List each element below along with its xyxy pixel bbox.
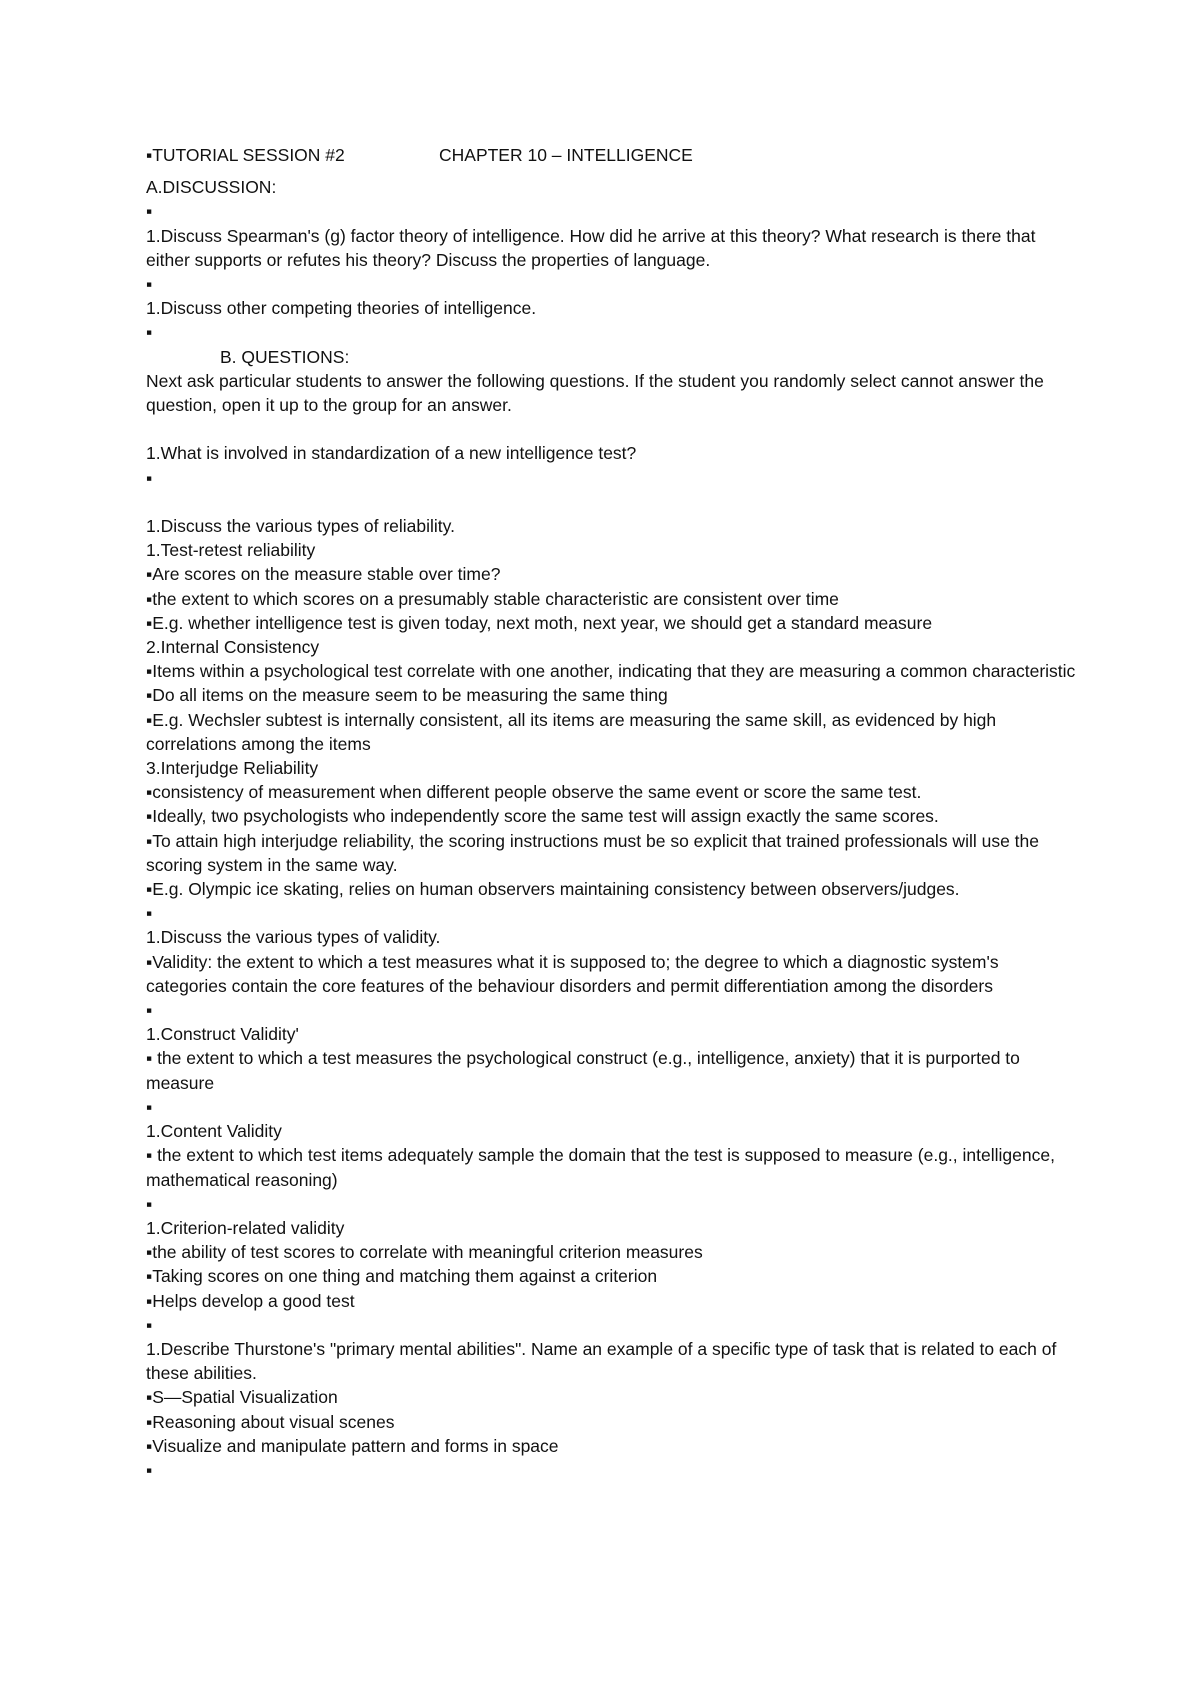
- bullet-marker: ▪: [146, 467, 153, 488]
- list-item: ▪E.g. whether intelligence test is given today, next moth, next year, we should get a standard measure: [146, 612, 933, 633]
- spacer: [146, 417, 1076, 441]
- list-item: ▪Reasoning about visual scenes: [146, 1411, 395, 1432]
- list-item: ▪the ability of test scores to correlate with meaningful criterion measures: [146, 1242, 703, 1263]
- bullet-marker: ▪: [146, 903, 153, 924]
- document-header: [146, 143, 1076, 167]
- list-item: ▪Visualize and manipulate pattern and forms in space: [146, 1435, 559, 1456]
- list-item: ▪Are scores on the measure stable over time?: [146, 564, 501, 585]
- spacer: [146, 167, 1076, 175]
- list-item: ▪Items within a psychological test correlate with one another, indicating that they are measuring a common characteristic: [146, 661, 1076, 682]
- discussion-question-theories: 1.Discuss other competing theories of intelligence.: [146, 298, 537, 319]
- reliability-heading: 1.Discuss the various types of reliability.: [146, 516, 455, 537]
- spacer: [146, 490, 1076, 514]
- list-item: ▪Helps develop a good test: [146, 1290, 355, 1311]
- question-standardization: 1.What is involved in standardization of a new intelligence test?: [146, 443, 637, 464]
- bullet-marker: ▪: [146, 322, 153, 343]
- bullet-marker: ▪: [146, 1459, 153, 1480]
- chapter-title: CHAPTER 10 – INTELLIGENCE: [439, 145, 693, 165]
- test-retest-title: 1.Test-retest reliability: [146, 540, 316, 561]
- bullet-marker: ▪: [146, 1000, 153, 1021]
- bullet-marker: ▪: [146, 1193, 153, 1214]
- bullet-marker: ▪: [146, 1096, 153, 1117]
- list-item: ▪E.g. Wechsler subtest is internally consistent, all its items are measuring the same skill, as evidenced by high correlations among the items: [146, 709, 1002, 754]
- section-b-heading: B. QUESTIONS:: [220, 346, 350, 367]
- list-item: ▪E.g. Olympic ice skating, relies on human observers maintaining consistency between observers/judges.: [146, 879, 960, 900]
- list-item: ▪the extent to which scores on a presumably stable characteristic are consistent over time: [146, 588, 839, 609]
- bullet-marker: ▪: [146, 274, 153, 295]
- section-b-intro: Next ask particular students to answer the following questions. If the student you randomly select cannot answer the question, open it up to the group for an answer.: [146, 370, 1049, 416]
- list-item: ▪S—Spatial Visualization: [146, 1387, 338, 1408]
- content-validity-title: 1.Content Validity: [146, 1121, 282, 1142]
- construct-validity-title: 1.Construct Validity': [146, 1024, 299, 1045]
- list-item: ▪Do all items on the measure seem to be measuring the same thing: [146, 685, 668, 706]
- interjudge-title: 3.Interjudge Reliability: [146, 758, 319, 779]
- bullet-marker: ▪: [146, 1314, 153, 1335]
- list-item: ▪Taking scores on one thing and matching them against a criterion: [146, 1266, 658, 1287]
- discussion-question-spearman: 1.Discuss Spearman's (g) factor theory of intelligence. How did he arrive at this theory? What research is there that either supports or refutes his theory? Discuss the properties of language.: [146, 225, 1041, 270]
- criterion-validity-title: 1.Criterion-related validity: [146, 1217, 345, 1238]
- thurstone-question: 1.Describe Thurstone's "primary mental abilities". Name an example of a specific type of task that is related to each of these abilities.: [146, 1338, 1062, 1384]
- section-a-heading: A.DISCUSSION:: [146, 177, 277, 198]
- list-item: ▪To attain high interjudge reliability, the scoring instructions must be so explicit that trained professionals will use the scoring system in the same way.: [146, 830, 1044, 875]
- bullet-marker: ▪: [146, 201, 153, 222]
- validity-heading: 1.Discuss the various types of validity.: [146, 927, 441, 948]
- internal-consistency-title: 2.Internal Consistency: [146, 637, 320, 658]
- session-title: ▪TUTORIAL SESSION #2: [146, 145, 345, 165]
- list-item: ▪ the extent to which a test measures the psychological construct (e.g., intelligence, anxiety) that it is purported to measure: [146, 1048, 1025, 1093]
- list-item: ▪Ideally, two psychologists who independently score the same test will assign exactly the same scores.: [146, 806, 939, 827]
- list-item: ▪consistency of measurement when different people observe the same event or score the same test.: [146, 782, 922, 803]
- validity-definition: ▪Validity: the extent to which a test measures what it is supposed to; the degree to which a diagnostic system's categories contain the core features of the behaviour disorders and permit differentiation among the disorders: [146, 951, 1004, 996]
- list-item: ▪ the extent to which test items adequately sample the domain that the test is supposed to measure (e.g., intelligence, mathematical reasoning): [146, 1145, 1060, 1190]
- document-body: [146, 143, 1076, 1482]
